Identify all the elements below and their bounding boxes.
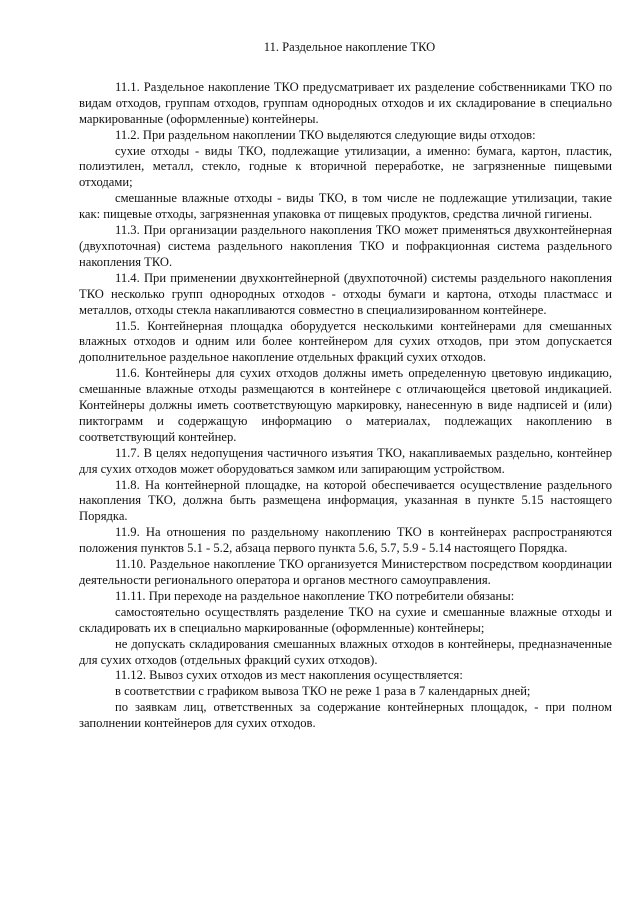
- paragraph-11-9: 11.9. На отношения по раздельному накоплению ТКО в контейнерах распространяются положения пунктов 5.1 - 5.2, абзаца первого пункта 5.6, 5.7, 5.9 - 5.14 настоящего Порядка.: [79, 525, 612, 556]
- paragraph-11-4: 11.4. При применении двухконтейнерной (двухпоточной) системы раздельного накопления ТКО несколько групп однородных отходов - отходы бумаги и картона, отходы пластмасс и металлов, отходы стекла накапливаются совместно в специализированном контейнере.: [79, 270, 612, 317]
- paragraph-11-6: 11.6. Контейнеры для сухих отходов должны иметь определенную цветовую индикацию, смешанные влажные отходы размещаются в контейнере с отличающейся цветовой индикацией. Контейнеры должны иметь соответствующую маркировку, нанесенную в виде надписей и (или) пиктограмм и содержащую информацию о материалах, подлежащих накоплению в соответствующий контейнер.: [79, 366, 612, 444]
- paragraph-11-11: 11.11. При переходе на раздельное накопление ТКО потребители обязаны:: [115, 588, 515, 603]
- section-title: 11. Раздельное накопление ТКО: [263, 40, 436, 54]
- paragraph-11-12: 11.12. Вывоз сухих отходов из мест накопления осуществляется:: [115, 668, 463, 683]
- paragraph-mixed-wet-waste: смешанные влажные отходы - виды ТКО, в том числе не подлежащие утилизации, такие как: пищевые отходы, загрязненная упаковка от пищевых продуктов, средства личной гигиены.: [79, 191, 612, 222]
- paragraph-11-2: 11.2. При раздельном накоплении ТКО выделяются следующие виды отходов:: [115, 127, 536, 142]
- paragraph-11-5: 11.5. Контейнерная площадка оборудуется несколькими контейнерами для смешанных влажных отходов и одним или более контейнером для сухих отходов, при этом допускается дополнительное раздельное накопление отдельных фракций сухих отходов.: [79, 318, 612, 365]
- paragraph-11-8: 11.8. На контейнерной площадке, на которой обеспечивается осуществление раздельного накопления ТКО, должна быть размещена информация, указанная в пункте 5.15 настоящего Порядка.: [79, 477, 612, 524]
- paragraph-dry-waste: сухие отходы - виды ТКО, подлежащие утилизации, а именно: бумага, картон, пластик, полиэтилен, металл, стекло, годные к вторичной переработке, не загрязненные пищевыми отходами;: [79, 143, 612, 190]
- paragraph-removal-schedule: в соответствии с графиком вывоза ТКО не реже 1 раза в 7 календарных дней;: [115, 684, 531, 699]
- paragraph-11-10: 11.10. Раздельное накопление ТКО организуется Министерством посредством координации деятельности регионального оператора и органов местного самоуправления.: [79, 557, 612, 587]
- paragraph-11-7: 11.7. В целях недопущения частичного изъятия ТКО, накапливаемых раздельно, контейнер для сухих отходов может оборудоваться замком или запирающим устройством.: [79, 445, 612, 476]
- paragraph-removal-on-request: по заявкам лиц, ответственных за содержание контейнерных площадок, - при полном заполнении контейнеров для сухих отходов.: [79, 700, 612, 731]
- paragraph-11-3: 11.3. При организации раздельного накопления ТКО может применяться двухконтейнерная (двухпоточная) система раздельного накопления ТКО и пофракционная система раздельного накопления ТКО.: [79, 223, 612, 269]
- paragraph-obligation-sort: самостоятельно осуществлять разделение ТКО на сухие и смешанные влажные отходы и складировать их в специально маркированные (оформленные) контейнеры;: [79, 604, 612, 635]
- paragraph-obligation-no-mixing: не допускать складирования смешанных влажных отходов в контейнеры, предназначенные для сухих отходов (отдельных фракций сухих отходов).: [79, 636, 612, 667]
- paragraph-11-1: 11.1. Раздельное накопление ТКО предусматривает их разделение собственниками ТКО по видам отходов, группам отходов, группам однородных отходов и их складирование в специально маркированные (оформленные) контейнеры.: [79, 79, 612, 126]
